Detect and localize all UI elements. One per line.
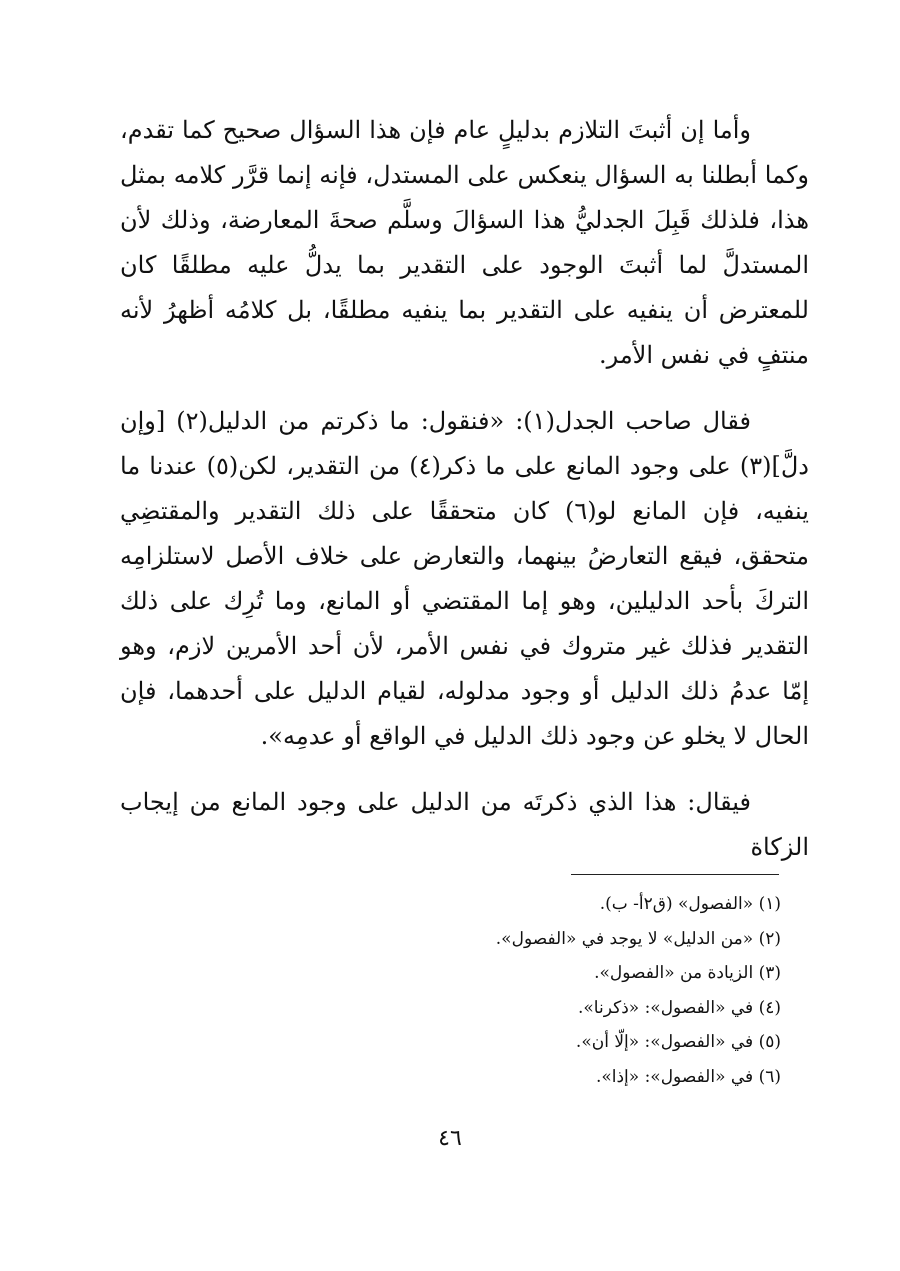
footnote-3: (٣) الزيادة من «الفصول». (594, 963, 781, 983)
main-text (120, 108, 809, 891)
footnote-4: (٤) في «الفصول»: «ذكرنا». (578, 997, 781, 1018)
footnote-5: (٥) في «الفصول»: «إلّا أن». (575, 1032, 781, 1052)
footnotes (120, 887, 809, 1094)
footnote-2: (٢) «من الدليل» لا يوجد في «الفصول». (495, 928, 781, 949)
footnote-divider (571, 874, 779, 875)
page-number: ٤٦ (438, 1126, 462, 1151)
paragraph-3: فيقال: هذا الذي ذكرتَه من الدليل على وجود المانع من إيجاب الزكاة (120, 788, 809, 861)
footnote-1: (١) «الفصول» (ق٢أ- ب). (599, 894, 781, 914)
paragraph-1: وأما إن أثبتَ التلازم بدليلٍ عام فإن هذا السؤال صحيح كما تقدم، وكما أبطلنا به السؤال ينعكس على المستدل، فإنه إنما قرَّر كلامه بمثل هذا، فلذلك قَبِلَ الجدليُّ هذا السؤالَ وسلَّم صحةَ المعارضة، وذلك لأن المستدلَّ لما أثبتَ الوجود على التقدير بما يدلُّ عليه مطلقًا كان للمعترض أن ينفيه على التقدير بما ينفيه مطلقًا، بل كلامُه أظهرُ لأنه منتفٍ في نفس الأمر. (120, 116, 809, 369)
footnote-6: (٦) في «الفصول»: «إذا». (595, 1066, 781, 1087)
paragraph-2: فقال صاحب الجدل(١): «فنقول: ما ذكرتم من الدليل(٢) [وإن دلَّ](٣) على وجود المانع على ما ذكر(٤) من التقدير، لكن(٥) عندنا ما ينفيه، فإن المانع لو(٦) كان متحققًا على ذلك التقدير والمقتضِي متحقق، فيقع التعارضُ بينهما، والتعارض على خلاف الأصل لاستلزامِه التركَ بأحد الدليلين، وهو إما المقتضي أو المانع، وما تُرِك على ذلك التقدير فذلك غير متروك في نفس الأمر، لأن أحد الأمرين لازم، وهو إمّا عدمُ ذلك الدليل أو وجود مدلوله، لقيام الدليل على أحدهما، فإن الحال لا يخلو عن وجود ذلك الدليل في الواقع أو عدمِه». (120, 407, 809, 750)
